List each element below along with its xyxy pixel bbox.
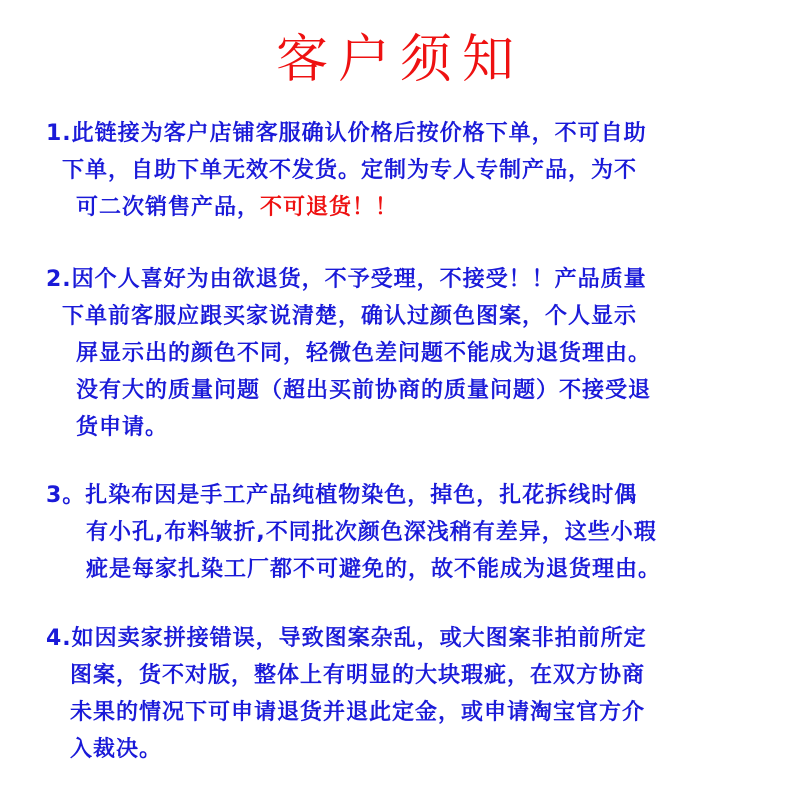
- notice-line-with-warning: [0, 189, 800, 226]
- notice-item-1: [0, 115, 800, 226]
- notice-line: 1.此链接为客户店铺客服确认价格后按价格下单，不可自助: [46, 121, 647, 146]
- notice-line: 图案，货不对版，整体上有明显的大块瑕疵，在双方协商: [70, 663, 646, 688]
- notice-line: 货申请。: [76, 415, 169, 440]
- notice-line: 没有大的质量问题（超出买前协商的质量问题）不接受退: [76, 378, 652, 403]
- notice-line: 有小孔,布料皱折,不同批次颜色深浅稍有差异，这些小瑕: [86, 520, 657, 545]
- notice-line: 下单，自助下单无效不发货。定制为专人专制产品，为不: [62, 158, 638, 183]
- notice-item-4: [0, 620, 800, 768]
- notice-line-text: 可二次销售产品，: [76, 195, 261, 220]
- notice-line: 2.因个人喜好为由欲退货，不予受理，不接受！！产品质量: [46, 267, 647, 292]
- notice-item-3: [0, 477, 800, 588]
- notice-line: 4.如因卖家拼接错误，导致图案杂乱，或大图案非拍前所定: [46, 626, 647, 651]
- notice-line: 3。扎染布因是手工产品纯植物染色，掉色，扎花拆线时偶: [46, 483, 638, 508]
- notice-line: 疵是每家扎染工厂都不可避免的，故不能成为退货理由。: [86, 557, 662, 582]
- notice-line: 屏显示出的颜色不同，轻微色差问题不能成为退货理由。: [76, 341, 652, 366]
- notice-line: 入裁决。: [70, 737, 163, 762]
- notice-item-2: [0, 261, 800, 446]
- page-title: 客户须知: [275, 30, 524, 90]
- no-return-warning: 不可退货！！: [260, 195, 399, 220]
- notice-line: 未果的情况下可申请退货并退此定金，或申请淘宝官方介: [70, 700, 646, 725]
- notice-line: 下单前客服应跟买家说清楚，确认过颜色图案，个人显示: [62, 304, 638, 329]
